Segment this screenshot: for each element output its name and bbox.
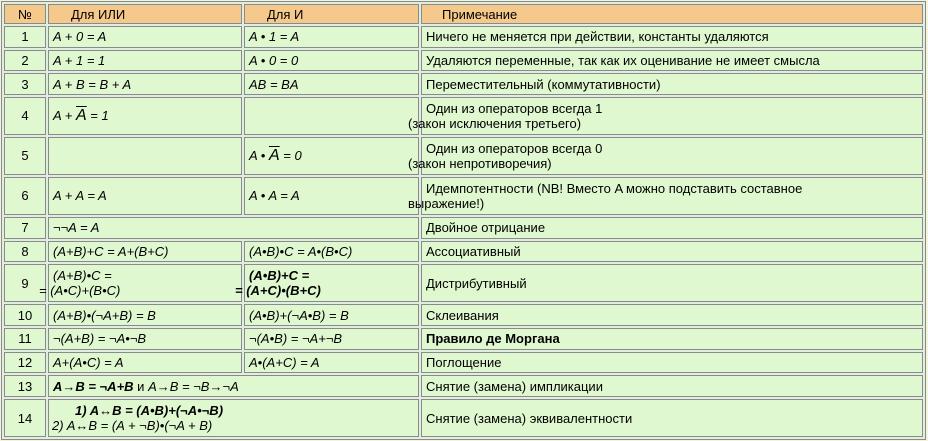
or-formula: (A+B)+C = A+(B+C): [48, 241, 242, 263]
note: Поглощение: [421, 352, 923, 374]
note: Снятие (замена) импликации: [421, 375, 923, 397]
or-formula: A + 1 = 1: [48, 50, 242, 72]
row-number: 9: [4, 264, 46, 302]
note: Удаляются переменные, так как их оценивание не имеет смысла: [421, 50, 923, 72]
header-and: Для И: [244, 4, 419, 24]
header-row: [4, 4, 923, 24]
header-or: Для ИЛИ: [48, 4, 242, 24]
or-formula: $A + \overline{A} = 1$: [48, 97, 242, 135]
row-number: 13: [4, 375, 46, 397]
or-formula: (A+B)•(¬A+B) = B: [48, 304, 242, 326]
and-formula: AB = BA: [244, 73, 419, 95]
and-formula: A • $\overline{A} = 0$: [244, 137, 419, 175]
row-number: 4: [4, 97, 46, 135]
table-row: [4, 50, 923, 72]
and-formula: A • 1 = A: [244, 26, 419, 48]
row-number: 5: [4, 137, 46, 175]
or-formula: [48, 137, 242, 175]
and-formula: A • 0 = 0: [244, 50, 419, 72]
row-number: 7: [4, 217, 46, 239]
note: Снятие (замена) эквивалентности: [421, 399, 923, 437]
and-formula: [244, 97, 419, 135]
note: Ассоциативный: [421, 241, 923, 263]
table-row: [4, 97, 923, 135]
and-formula: ¬(A•B) = ¬A+¬B: [244, 328, 419, 350]
row-number: 12: [4, 352, 46, 374]
or-formula: (A+B)•C = = (A•C)+(B•C): [48, 264, 242, 302]
row-number: 10: [4, 304, 46, 326]
or-formula: ¬(A+B) = ¬A•¬B: [48, 328, 242, 350]
table-row: [4, 217, 923, 239]
and-formula: (A•B)+C = = (A+C)•(B+C): [244, 264, 419, 302]
and-formula: (A•B)+(¬A•B) = B: [244, 304, 419, 326]
formula: A→B = ¬A+B и A→B = ¬B→¬A: [48, 375, 419, 397]
or-formula: A + B = B + A: [48, 73, 242, 95]
negated-variable: $\overline{A}$: [268, 147, 280, 165]
or-formula: A + A = A: [48, 177, 242, 215]
note: Ничего не меняется при действии, константы удаляются: [421, 26, 923, 48]
header-note: Примечание: [421, 4, 923, 24]
note: Правило де Моргана: [421, 328, 923, 350]
note: Дистрибутивный: [421, 264, 923, 302]
and-formula: A•(A+C) = A: [244, 352, 419, 374]
table-row: [4, 328, 923, 350]
table-row: [4, 73, 923, 95]
formula: ¬¬A = A: [48, 217, 419, 239]
boolean-laws-table: [1, 1, 926, 440]
table-row: [4, 264, 923, 302]
table-row: [4, 352, 923, 374]
table-row: [4, 304, 923, 326]
note: Переместительный (коммутативности): [421, 73, 923, 95]
row-number: 11: [4, 328, 46, 350]
row-number: 3: [4, 73, 46, 95]
formula: 1) A↔B = (A•B)+(¬A•¬B) 2) A↔B = (A + ¬B)•(¬A + B): [48, 399, 419, 437]
note: Идемпотентности (NB! Вместо A можно подставить составное выражение!): [421, 177, 923, 215]
note: Двойное отрицание: [421, 217, 923, 239]
note: Один из операторов всегда 1 (закон исключения третьего): [421, 97, 923, 135]
note: Один из операторов всегда 0 (закон непротиворечия): [421, 137, 923, 175]
and-formula: A • A = A: [244, 177, 419, 215]
row-number: 2: [4, 50, 46, 72]
table-row: [4, 137, 923, 175]
note: Склеивания: [421, 304, 923, 326]
row-number: 8: [4, 241, 46, 263]
or-formula: A + 0 = A: [48, 26, 242, 48]
table-row: [4, 241, 923, 263]
table-row: [4, 26, 923, 48]
header-number: №: [4, 4, 46, 24]
table-row: [4, 375, 923, 397]
negated-variable: $\overline{A}$: [76, 107, 87, 125]
and-formula: (A•B)•C = A•(B•C): [244, 241, 419, 263]
table-row: [4, 399, 923, 437]
table-row: [4, 177, 923, 215]
row-number: 6: [4, 177, 46, 215]
row-number: 14: [4, 399, 46, 437]
row-number: 1: [4, 26, 46, 48]
or-formula: A+(A•C) = A: [48, 352, 242, 374]
